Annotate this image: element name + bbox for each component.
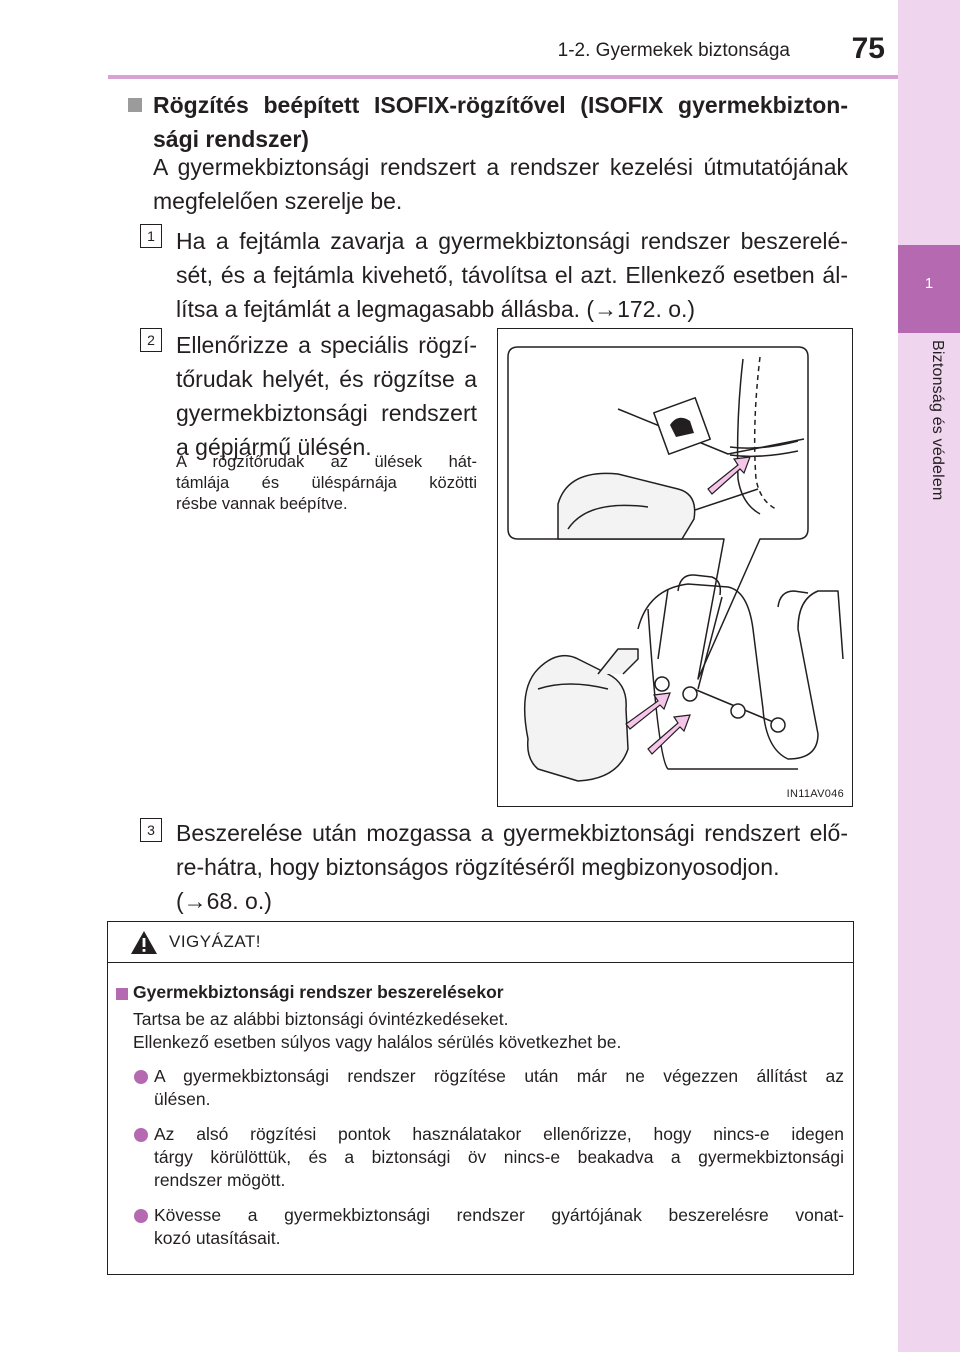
- step-number-1: 1: [140, 224, 162, 248]
- step-2-line-3: gyermekbiztonsági rendszert: [176, 400, 477, 426]
- caution-intro-line-2: Ellenkező esetben súlyos vagy halálos sérülés következhet be.: [133, 1032, 622, 1052]
- caution-bullet-1: [154, 1065, 844, 1111]
- caution-square-icon: [116, 988, 128, 1000]
- step-1-text: [176, 224, 848, 326]
- step-1-line-1: Ha a fejtámla zavarja a gyermekbiztonsági rendszer beszerelé-: [176, 228, 848, 254]
- step-1-line-2: sét, és a fejtámla kivehető, távolítsa el azt. Ellenkező esetben ál-: [176, 262, 848, 288]
- chapter-title: Biztonság és védelem: [929, 340, 946, 501]
- heading-line-2: sági rendszer): [153, 126, 309, 152]
- isofix-illustration: [497, 328, 853, 807]
- step-2-text: [176, 328, 477, 464]
- bullet-2-line-3: rendszer mögött.: [154, 1170, 286, 1190]
- step-1-line-3: lítsa a fejtámlát a legmagasabb állásba. (→172. o.): [176, 296, 696, 322]
- step-3-line-1: Beszerelése után mozgassa a gyermekbiztonsági rendszert elő-: [176, 820, 848, 846]
- child-seat: [525, 656, 628, 781]
- caution-intro-line-1: Tartsa be az alábbi biztonsági óvintézkedéseket.: [133, 1009, 509, 1029]
- bullet-dot-icon: [134, 1128, 148, 1142]
- section-square-icon: [128, 98, 142, 112]
- step-3-line-2: re-hátra, hogy biztonságos rögzítéséről megbizonyosodjon.: [176, 854, 780, 880]
- bullet-1-line-2: ülésen.: [154, 1089, 211, 1109]
- step-2-line-4: a gépjármű ülésén.: [176, 434, 372, 460]
- step-2-line-2: tőrudak helyét, és rögzítse a: [176, 366, 477, 392]
- step-2-note-line-3: résbe vannak beépítve.: [176, 495, 348, 513]
- bullet-1-line-1: A gyermekbiztonsági rendszer rögzítése után már ne végezzen állítást az: [154, 1066, 844, 1086]
- page-number: 75: [851, 32, 885, 65]
- intro-paragraph: [153, 150, 848, 218]
- bullet-3-line-2: kozó utasításait.: [154, 1228, 281, 1248]
- bullet-3-line-1: Kövesse a gyermekbiztonsági rendszer gyártójának beszerelésre vonat-: [154, 1205, 844, 1225]
- header-rule: [108, 75, 898, 79]
- step-3-line-3: (→68. o.): [176, 888, 272, 914]
- caution-title: VIGYÁZAT!: [169, 932, 262, 951]
- heading-line-1: Rögzítés beépített ISOFIX-rögzítővel (ISOFIX gyermekbizton-: [153, 92, 848, 118]
- section-heading: [153, 88, 848, 156]
- step-number-3: 3: [140, 818, 162, 842]
- caution-box: [107, 921, 854, 1275]
- intro-line-2: megfelelően szerelje be.: [153, 188, 403, 214]
- bullet-2-line-1: Az alsó rögzítési pontok használatakor ellenőrizze, hogy nincs-e idegen: [154, 1124, 844, 1144]
- running-head: 1-2. Gyermekek biztonsága: [557, 40, 790, 61]
- caution-bullet-2: [154, 1123, 844, 1192]
- step-3-text: [176, 816, 848, 918]
- bullet-2-line-2: tárgy körülöttük, és a biztonsági öv nincs-e beakadva a gyermekbiztonsági: [154, 1147, 844, 1167]
- chapter-number: 1: [924, 275, 934, 292]
- caution-header: [108, 922, 853, 963]
- figure-code: IN11AV046: [786, 788, 844, 800]
- bullet-dot-icon: [134, 1209, 148, 1223]
- warning-triangle-icon: [130, 930, 158, 955]
- caution-bullet-3: [154, 1204, 844, 1250]
- step-2-note: [176, 452, 477, 515]
- car-seat-drawing: [498, 329, 852, 806]
- side-strip: [898, 0, 960, 1352]
- step-number-2: 2: [140, 328, 162, 352]
- step-2-note-line-1: A rögzítőrudak az ülések hát-: [176, 453, 477, 471]
- caution-subheading: Gyermekbiztonsági rendszer beszerelésekor: [133, 982, 504, 1002]
- step-2-note-line-2: támlája és üléspárnája közötti: [176, 474, 477, 492]
- step-2-line-1: Ellenőrizze a speciális rögzí-: [176, 332, 477, 358]
- bullet-dot-icon: [134, 1070, 148, 1084]
- intro-line-1: A gyermekbiztonsági rendszert a rendszer kezelési útmutatójának: [153, 154, 848, 180]
